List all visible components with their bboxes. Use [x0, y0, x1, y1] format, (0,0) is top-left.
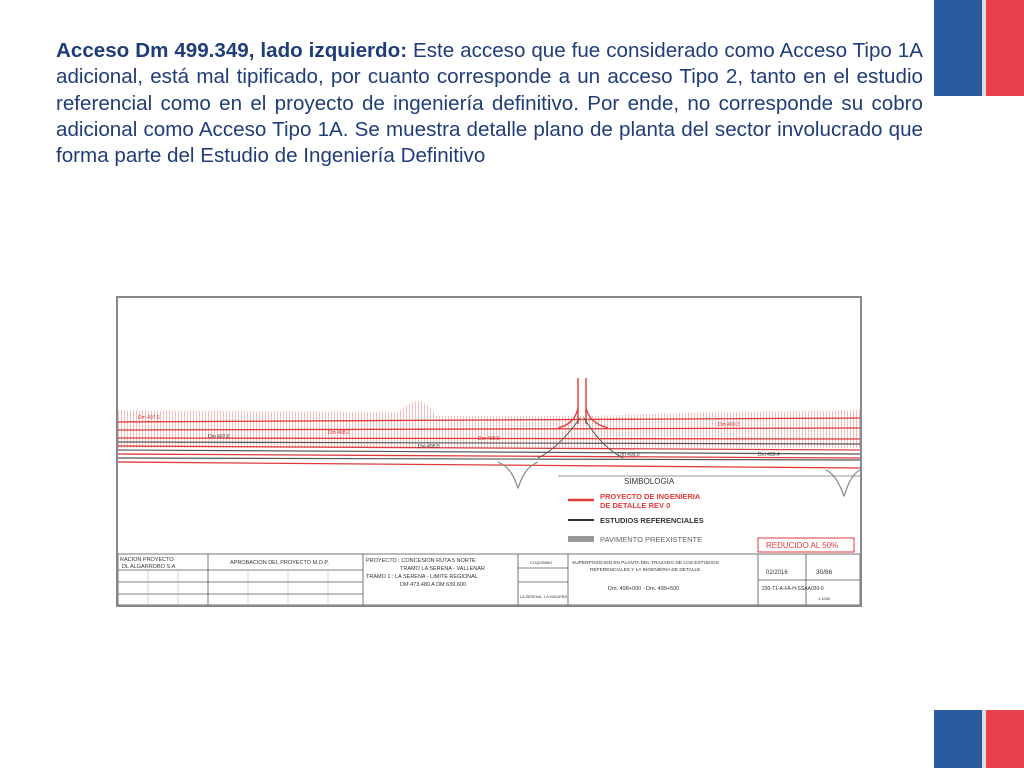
flag-blue-band — [934, 710, 986, 768]
title-date: 02/2016 — [766, 570, 788, 576]
title-project-line1: PROYECTO : CONCESION RUTA 5 NORTE — [366, 558, 476, 564]
title-col1-line2: DL ALGARROBO S.A — [122, 564, 176, 570]
title-region: COQUIMBO — [530, 560, 553, 565]
title-project-line3: TRAMO 1 : LA SERENA - LIMITE REGIONAL — [366, 574, 478, 580]
reduced-stamp: REDUCIDO AL 50% — [766, 541, 839, 550]
title-desc-line2: REFERENCIALES Y LA INGENIERIA DE DETALLE — [590, 568, 701, 573]
flag-decoration-top — [934, 0, 1024, 96]
legend-gray: PAVIMENTO PREEXISTENTE — [600, 535, 703, 544]
title-desc-line3: Dm. 498+000 - Dm. 499+500 — [608, 586, 680, 592]
svg-text:Dm 498.8: Dm 498.8 — [478, 436, 500, 442]
flag-red-band — [986, 710, 1024, 768]
svg-text:Dm 497.6: Dm 497.6 — [138, 415, 160, 421]
flag-decoration-bottom — [934, 710, 1024, 768]
title-desc-line1: SUPERPOSICION EN PLANTA DEL TRAZADO DE LOS ESTUDIOS — [572, 561, 719, 566]
paragraph-heading: Acceso Dm 499.349, lado izquierdo: — [56, 39, 408, 62]
legend-black: ESTUDIOS REFERENCIALES — [600, 516, 704, 525]
description-paragraph — [56, 38, 923, 169]
legend-red-line2: DE DETALLE REV 0 — [600, 501, 671, 510]
engineering-plan-drawing — [116, 296, 862, 607]
title-code: 230-T1-A-FA-H-SSAA030-0 — [762, 586, 824, 592]
title-project-line2: TRAMO LA SERENA - VALLENAR — [400, 566, 485, 572]
svg-text:Dm 498.2: Dm 498.2 — [328, 430, 350, 436]
title-col1-line1: RACION PROYECTO — [120, 557, 174, 563]
svg-text:Dm 499.3: Dm 499.3 — [718, 422, 740, 428]
title-place: LA SERENA - LA HIGUERA — [520, 595, 568, 599]
svg-text:Dm 499.4: Dm 499.4 — [758, 452, 780, 458]
title-approval: APROBACION DEL PROYECTO M.O.P. — [230, 560, 329, 566]
paragraph-body: Este acceso que fue considerado como Acceso Tipo 1A adicional, está mal tipificado, por cuanto corresponde a un acceso Tipo 2, tanto en el estudio referencial como en el proyecto de ingeniería definitivo. Por ende, no corresponde su cobro adicional como Acceso Tipo 1A. Se muestra detalle plano de planta del sector involucrado que forma parte del Estudio de Ingeniería Definitivo — [56, 39, 924, 168]
svg-text:Dm 498.5: Dm 498.5 — [418, 444, 440, 450]
flag-blue-band — [934, 0, 986, 96]
legend-red-line1: PROYECTO DE INGENIERIA — [600, 492, 701, 501]
flag-red-band — [986, 0, 1024, 96]
title-sheet: 30/86 — [816, 569, 833, 576]
title-scale: 1:1000 — [818, 596, 831, 601]
svg-text:Dm 499.0: Dm 499.0 — [618, 452, 640, 458]
simbologia-title: SIMBOLOGIA — [624, 477, 675, 486]
svg-text:Dm 497.8: Dm 497.8 — [208, 434, 230, 440]
title-project-line4: DM 473.480 A DM 639.600 — [400, 582, 467, 588]
